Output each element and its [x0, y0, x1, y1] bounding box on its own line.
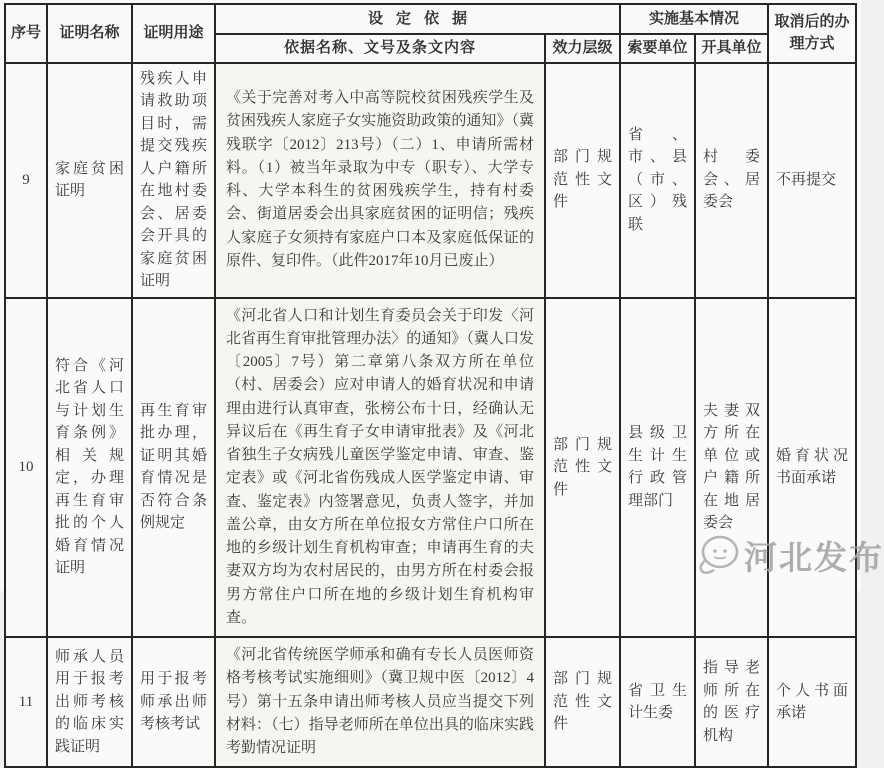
cell-issuing-unit: 村委会、居委会 — [695, 63, 768, 298]
cell-requesting-unit: 省、市、县（市、区）残联 — [620, 63, 695, 298]
cell-basis: 《河北省人口和计划生育委员会关于印发〈河北省再生育审批管理办法〉的通知》（冀人口发〔2005〕7号）第二章第八条双方所在单位（村、居委会）应对申请人的婚育状况和申请理由进行认真审查，张榜公布十日，经确认无异议后在《再生育子女申请审批表》及《河北省独生子女病残儿童医学鉴定申请、审查、鉴定表》或《河北省伤残成人医学鉴定申请、审查、鉴定表》内签署意见，负责人签字，并加盖公章，由女方所在单位报女方常住户口所在地的乡级计划生育机构审查；申请再生育的夫妻双方均为农村居民的，由男方所在村委会报男方常住户口所在地的乡级计划生育机构审查。 — [215, 298, 545, 638]
cell-serial: 11 — [5, 637, 47, 767]
header-cert-purpose: 证明用途 — [132, 4, 215, 63]
cell-cert-name: 符合《河北省人口与计划生育条例》相关规定，办理再生育审批的个人婚育情况证明 — [47, 298, 132, 638]
header-group-implementation: 实施基本情况 — [620, 4, 768, 34]
cell-after-cancellation: 婚育状况书面承诺 — [768, 298, 856, 638]
cell-cert-purpose: 再生育审批办理，证明其婚育情况是否符合条例规定 — [132, 298, 215, 638]
cell-requesting-unit: 县级卫生计生行政管理部门 — [620, 298, 695, 638]
cell-cert-name: 师承人员用于报考出师考核的临床实践证明 — [47, 637, 132, 767]
header-cert-name: 证明名称 — [47, 4, 132, 63]
table-row — [5, 298, 856, 638]
cell-cert-purpose: 残疾人申请救助项目时，需提交残疾人户籍所在地村委会、居委会开具的家庭贫困证明 — [132, 63, 215, 298]
cell-after-cancellation: 不再提交 — [768, 63, 856, 298]
cell-cert-name: 家庭贫困证明 — [47, 63, 132, 298]
cell-basis: 《河北省传统医学师承和确有专长人员医师资格考核考试实施细则》（冀卫规中医〔2012〕4号）第十五条申请出师考核人员应当提交下列材料：（七）指导老师所在单位出具的临床实践考勤情况证明 — [215, 637, 545, 767]
table-row — [5, 637, 856, 767]
cell-effect-level: 部门规范性文件 — [545, 637, 620, 767]
header-after-cancellation: 取消后的办理方式 — [768, 4, 856, 63]
header-issuing-unit: 开具单位 — [695, 34, 768, 63]
cell-serial: 9 — [5, 63, 47, 298]
cell-basis: 《关于完善对考入中高等院校贫困残疾学生及贫困残疾人家庭子女实施资助政策的通知》（冀残联字〔2012〕213号）（二）1、申请所需材料。（1）被当年录取为中专（职专）、大学专科、大学本科生的贫困残疾学生，持有村委会、街道居委会出具家庭贫困的证明信；残疾人家庭子女须持有家庭户口本及家庭低保证的原件、复印件。（此件2017年10月已废止） — [215, 63, 545, 298]
cell-after-cancellation: 个人书面承诺 — [768, 637, 856, 767]
cell-issuing-unit: 夫妻双方所在单位或户籍所在地居委会 — [695, 298, 768, 638]
certificates-table — [4, 3, 857, 768]
header-serial: 序号 — [5, 4, 47, 63]
cell-serial: 10 — [5, 298, 47, 638]
header-basis-content: 依据名称、文号及条文内容 — [215, 34, 545, 63]
cell-requesting-unit: 省卫生计生委 — [620, 637, 695, 767]
cell-cert-purpose: 用于报考师承出师考核考试 — [132, 637, 215, 767]
cell-effect-level: 部门规范性文件 — [545, 63, 620, 298]
table-row — [5, 63, 856, 298]
header-requesting-unit: 索要单位 — [620, 34, 695, 63]
cell-effect-level: 部门规范性文件 — [545, 298, 620, 638]
cell-issuing-unit: 指导老师所在的医疗机构 — [695, 637, 768, 767]
header-group-basis: 设定依据 — [215, 4, 620, 34]
watermark-text: 河北发布 — [744, 538, 884, 576]
header-effect-level: 效力层级 — [545, 34, 620, 63]
